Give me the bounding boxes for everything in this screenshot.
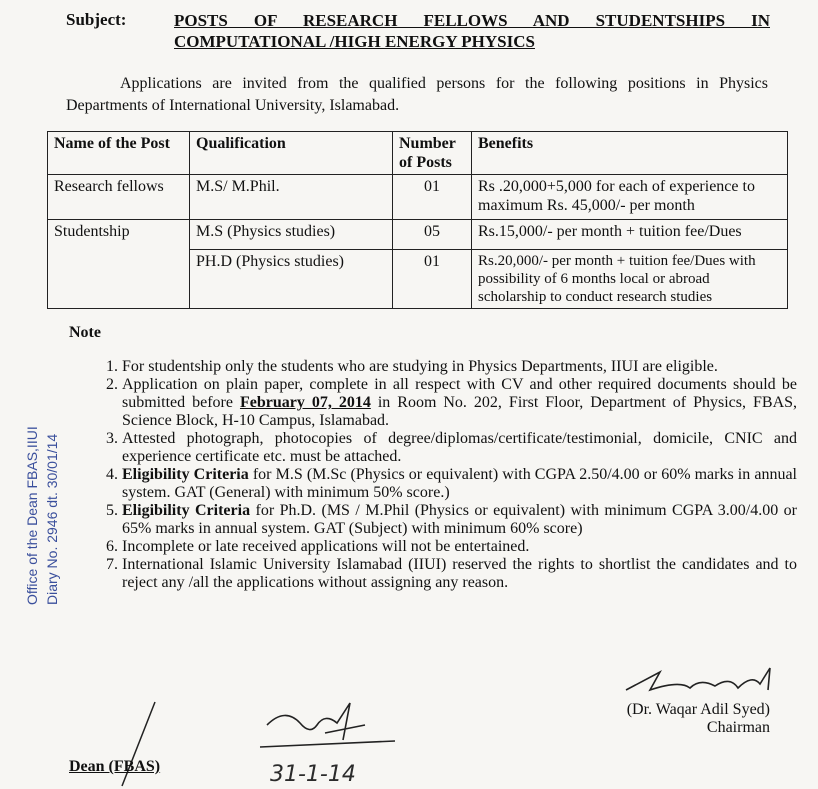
note-item: 3. Attested photograph, photocopies of degree/diplomas/certificate/testimonial, domicile, CNIC and experience certificate etc. must be attached. xyxy=(122,430,797,466)
dean-initials xyxy=(255,695,405,755)
note-item: 1. For studentship only the students who are studying in Physics Departments, IIUI are eligible. xyxy=(122,358,797,376)
header-post: Name of the Post xyxy=(48,132,190,175)
signatory-title: Chairman xyxy=(706,719,770,736)
note-text: in Room No. 202, First Floor, Department of Physics, FBAS, Science Block, H-10 Campus, Islamabad. xyxy=(122,394,798,429)
cell-post: Studentship xyxy=(48,220,190,309)
note-heading: Note xyxy=(69,324,101,341)
stamp-diary-line: Diary No. 2946 dt. 30/01/14 xyxy=(44,433,60,605)
handwritten-date: 31-1-14 xyxy=(270,762,356,787)
note-item: 6. Incomplete or late received applications will not be entertained. xyxy=(122,538,797,556)
signatory-block xyxy=(627,701,770,737)
intro-paragraph: Applications are invited from the qualified persons for the following positions in Physics Departments of International University, Islamabad. xyxy=(66,75,768,114)
table-row xyxy=(48,220,788,250)
criteria-label: Eligibility Criteria xyxy=(122,466,249,483)
cell-number: 01 xyxy=(393,175,472,220)
header-number: Number of Posts xyxy=(393,132,472,175)
cell-qualification: M.S (Physics studies) xyxy=(190,220,393,250)
table-header-row xyxy=(48,132,788,175)
chairman-signature xyxy=(620,660,790,705)
cell-number: 01 xyxy=(393,250,472,309)
notes-list xyxy=(94,358,797,592)
subject-label: Subject: xyxy=(66,10,127,29)
cell-benefits: Rs .20,000+5,000 for each of experience to maximum Rs. 45,000/- per month xyxy=(472,175,788,220)
positions-table xyxy=(47,131,788,309)
note-item xyxy=(122,376,797,430)
note-text: for Ph.D. (MS / M.Phil (Physics or equivalent) with minimum CGPA 3.00/4.00 or 65% marks in annual system. GAT (Subject) with minimum 60% score) xyxy=(122,502,797,537)
cell-qualification: M.S/ M.Phil. xyxy=(190,175,393,220)
subject-title: POSTS OF RESEARCH FELLOWS AND STUDENTSHIPS IN COMPUTATIONAL /HIGH ENERGY PHYSICS xyxy=(174,11,770,51)
cell-number: 05 xyxy=(393,220,472,250)
note-item xyxy=(122,466,797,502)
note-text: Application on plain paper, complete in all respect with CV and other required documents should be submitted before xyxy=(122,376,797,411)
office-stamp xyxy=(22,335,62,605)
note-text: for M.S (M.Sc (Physics or equivalent) with CGPA 2.50/4.00 or 60% marks in annual system. GAT (General) with minimum 50% score.) xyxy=(122,466,797,501)
table-row xyxy=(48,175,788,220)
deadline-date: February 07, 2014 xyxy=(239,394,371,411)
stamp-office-line: Office of the Dean FBAS,IIUI xyxy=(24,426,40,605)
header-qualification: Qualification xyxy=(190,132,393,175)
signatory-name: (Dr. Waqar Adil Syed) xyxy=(626,701,770,718)
dean-label: Dean (FBAS) xyxy=(69,758,161,775)
note-item: 7. International Islamic University Islamabad (IIUI) reserved the rights to shortlist the candidates and to reject any /all the applications without assigning any reason. xyxy=(122,556,797,592)
criteria-label: Eligibility Criteria xyxy=(122,502,251,519)
header-benefits: Benefits xyxy=(472,132,788,175)
note-item xyxy=(122,502,797,538)
cell-benefits: Rs.15,000/- per month + tuition fee/Dues xyxy=(472,220,788,250)
cell-post: Research fellows xyxy=(48,175,190,220)
cell-qualification: PH.D (Physics studies) xyxy=(190,250,393,309)
cell-benefits: Rs.20,000/- per month + tuition fee/Dues with possibility of 6 months local or abroad scholarship to conduct research studies xyxy=(472,250,788,309)
